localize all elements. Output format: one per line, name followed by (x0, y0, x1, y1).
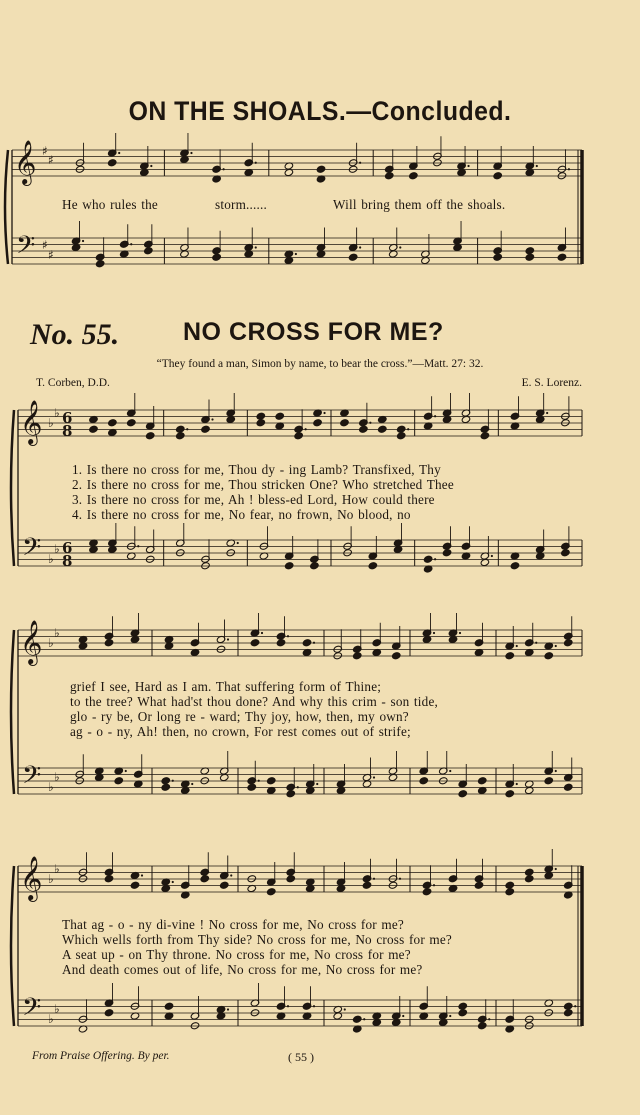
sharp-sign: ♯ (48, 153, 54, 167)
note-head (352, 652, 362, 660)
note-head (474, 881, 484, 889)
verse-line: 2. Is there no cross for me, Thou stricken One? Who stretched Thee (72, 477, 454, 492)
dot (434, 558, 436, 560)
dot (172, 780, 174, 782)
note-head (95, 260, 105, 268)
composer-credit: E. S. Lorenz. (521, 377, 582, 389)
note-head (104, 639, 114, 647)
dot (313, 1005, 315, 1007)
dot (555, 645, 557, 647)
note-head (525, 253, 535, 261)
dot (125, 770, 127, 772)
bass-clef: 𝄢 (22, 533, 42, 568)
note-head (127, 419, 137, 427)
dot (150, 165, 152, 167)
flat-sign: ♭ (54, 862, 60, 876)
note-head (250, 639, 260, 647)
note-head (310, 562, 320, 570)
dot (449, 770, 451, 772)
dot (488, 1018, 490, 1020)
dot (467, 165, 469, 167)
note-head (161, 777, 171, 785)
flat-sign: ♭ (54, 406, 60, 420)
flat-sign: ♭ (48, 416, 54, 430)
dot (516, 783, 518, 785)
note-head (200, 875, 210, 883)
time-signature: 6 (62, 539, 73, 557)
note-head (384, 172, 394, 180)
verse-line: A seat up - on Thy throne. No cross for me, No cross for me? (62, 947, 411, 962)
dot (344, 1008, 346, 1010)
system-brace (5, 150, 8, 264)
note-head (563, 783, 573, 791)
bass-clef: 𝄢 (22, 761, 42, 796)
note-head (107, 159, 117, 167)
note-head (89, 425, 99, 433)
note-head (524, 875, 534, 883)
note-head (275, 412, 285, 420)
dot (516, 645, 518, 647)
source-credit: From Praise Offering. By per. (32, 1050, 170, 1062)
note-head (561, 549, 571, 557)
verse-line: grief I see, Hard as I am. That suffering form of Thine; (70, 679, 382, 694)
dot (316, 783, 318, 785)
note-head (201, 425, 211, 433)
dot (359, 162, 361, 164)
dot (399, 246, 401, 248)
note-head (368, 562, 378, 570)
note-head (145, 432, 155, 440)
dot (434, 415, 436, 417)
note-head (563, 639, 573, 647)
note-head (144, 247, 154, 255)
flat-sign: ♭ (54, 542, 60, 556)
dot (227, 638, 229, 640)
dot (211, 418, 213, 420)
dot (399, 878, 401, 880)
note-head (104, 1009, 114, 1017)
top-lyric-2: storm...... (215, 197, 268, 212)
note-head (108, 419, 118, 427)
flat-sign: ♭ (48, 636, 54, 650)
dot (555, 770, 557, 772)
flat-sign: ♭ (54, 626, 60, 640)
note-head (505, 790, 515, 798)
note-head (316, 165, 326, 173)
note-head (510, 562, 520, 570)
dot (546, 412, 548, 414)
note-head (219, 881, 229, 889)
note-head (544, 652, 554, 660)
dot (373, 878, 375, 880)
dot (313, 642, 315, 644)
sharp-sign: ♯ (42, 238, 48, 252)
hymn-title: NO CROSS FOR ME? (183, 318, 444, 346)
note-head (563, 1002, 573, 1010)
dot (141, 874, 143, 876)
note-head (391, 652, 401, 660)
treble-clef: 𝄞 (14, 140, 37, 184)
note-head (458, 790, 468, 798)
note-head (396, 432, 406, 440)
dot (305, 428, 307, 430)
system-brace (11, 630, 14, 794)
verse-line: to the tree? What had'st thou done? And why this crim - son tide, (70, 694, 439, 709)
flat-sign: ♭ (48, 552, 54, 566)
note-head (422, 888, 432, 896)
dot (287, 1005, 289, 1007)
dot (297, 786, 299, 788)
dot (433, 632, 435, 634)
dot (491, 555, 493, 557)
note-head (419, 777, 429, 785)
dot (227, 1008, 229, 1010)
time-signature: 8 (62, 422, 73, 440)
note-head (114, 777, 124, 785)
bass-clef: 𝄢 (22, 993, 42, 1028)
note-head (247, 783, 257, 791)
dot (190, 152, 192, 154)
dot (363, 1018, 365, 1020)
dot (568, 168, 570, 170)
flat-sign: ♭ (54, 770, 60, 784)
verse-line: 3. Is there no cross for me, Ah ! bless-ed Lord, How could there (72, 492, 435, 507)
verse-line: That ag - o - ny di-vine ! No cross for me, No cross for me? (62, 917, 404, 932)
note-head (378, 425, 388, 433)
note-head (276, 639, 286, 647)
dot (261, 632, 263, 634)
dot (118, 152, 120, 154)
note-head (313, 419, 323, 427)
dot (186, 428, 188, 430)
note-head (480, 432, 490, 440)
page-number: ( 55 ) (288, 1050, 314, 1064)
note-head (505, 888, 515, 896)
note-head (266, 888, 276, 896)
dot (255, 162, 257, 164)
verse-line: And death comes out of life, No cross for me, No cross for me? (62, 962, 423, 977)
note-head (352, 1015, 362, 1023)
dot (407, 428, 409, 430)
note-head (294, 432, 304, 440)
dot (459, 632, 461, 634)
dot (555, 868, 557, 870)
note-head (396, 425, 406, 433)
flat-sign: ♭ (54, 1002, 60, 1016)
dot (359, 246, 361, 248)
flat-sign: ♭ (48, 872, 54, 886)
note-head (477, 1022, 487, 1030)
verse-line: 4. Is there no cross for me, No fear, no frown, No blood, no (72, 507, 411, 522)
dot (230, 874, 232, 876)
time-signature: 8 (62, 552, 73, 570)
dot (191, 783, 193, 785)
note-head (458, 1009, 468, 1017)
treble-clef: 𝄞 (20, 400, 43, 444)
author-credit: T. Corben, D.D. (36, 377, 110, 389)
bass-clef: 𝄢 (16, 231, 36, 266)
note-head (423, 555, 433, 563)
note-head (256, 419, 266, 427)
dot (223, 168, 225, 170)
verse-line: ag - o - ny, Ah! then, no crown, For rest comes out of strife; (70, 724, 411, 739)
note-head (266, 777, 276, 785)
top-lyric-3: Will bring them off the shoals. (333, 197, 506, 212)
note-head (493, 253, 503, 261)
flat-sign: ♭ (48, 1012, 54, 1026)
time-signature: 6 (62, 409, 73, 427)
dot (536, 165, 538, 167)
note-head (302, 639, 312, 647)
note-head (458, 1002, 468, 1010)
note-head (477, 777, 487, 785)
system-brace (11, 866, 14, 1026)
note-head (256, 412, 266, 420)
note-head (286, 875, 296, 883)
note-head (212, 253, 222, 261)
note-head (161, 783, 171, 791)
note-head (557, 253, 567, 261)
dot (535, 642, 537, 644)
page-title: ON THE SHOALS.—Concluded. (128, 96, 512, 126)
verse-line: glo - ry be, Or long re - ward; Thy joy, how, then, my own? (70, 709, 409, 724)
note-head (359, 425, 369, 433)
note-head (544, 777, 554, 785)
note-head (362, 881, 372, 889)
sharp-sign: ♯ (42, 144, 48, 158)
dot (433, 884, 435, 886)
hymn-number: No. 55. (30, 318, 120, 351)
dot (323, 412, 325, 414)
note-head (524, 868, 534, 876)
dot (82, 240, 84, 242)
system-brace (11, 410, 14, 566)
note-head (493, 172, 503, 180)
dot (574, 1005, 576, 1007)
dot (172, 881, 174, 883)
dot (369, 422, 371, 424)
note-head (340, 419, 350, 427)
dot (130, 243, 132, 245)
top-lyric-1: He who rules the (62, 197, 158, 212)
note-head (505, 652, 515, 660)
treble-clef: 𝄞 (20, 620, 43, 664)
note-head (286, 790, 296, 798)
dot (295, 253, 297, 255)
dot (137, 545, 139, 547)
sharp-sign: ♯ (48, 248, 54, 262)
note-head (176, 432, 186, 440)
dot (402, 1015, 404, 1017)
note-head (348, 253, 358, 261)
dot (237, 542, 239, 544)
treble-clef: 𝄞 (20, 856, 43, 900)
note-head (176, 425, 186, 433)
note-head (563, 1009, 573, 1017)
dot (255, 246, 257, 248)
epigraph: “They found a man, Simon by name, to bear the cross.”—Matt. 27: 32. (156, 358, 484, 370)
verse-line: Which wells forth from Thy side? No cross for me, No cross for me? (62, 932, 452, 947)
note-head (104, 875, 114, 883)
note-head (505, 881, 515, 889)
dot (258, 780, 260, 782)
dot (373, 776, 375, 778)
note-head (284, 562, 294, 570)
verse-line: 1. Is there no cross for me, Thou dy - ing Lamb? Transfixed, Thy (72, 462, 441, 477)
note-head (130, 881, 140, 889)
note-head (525, 247, 535, 255)
flat-sign: ♭ (48, 780, 54, 794)
note-head (164, 1002, 174, 1010)
dot (287, 635, 289, 637)
note-head (409, 172, 419, 180)
dot (449, 1015, 451, 1017)
note-head (442, 549, 452, 557)
